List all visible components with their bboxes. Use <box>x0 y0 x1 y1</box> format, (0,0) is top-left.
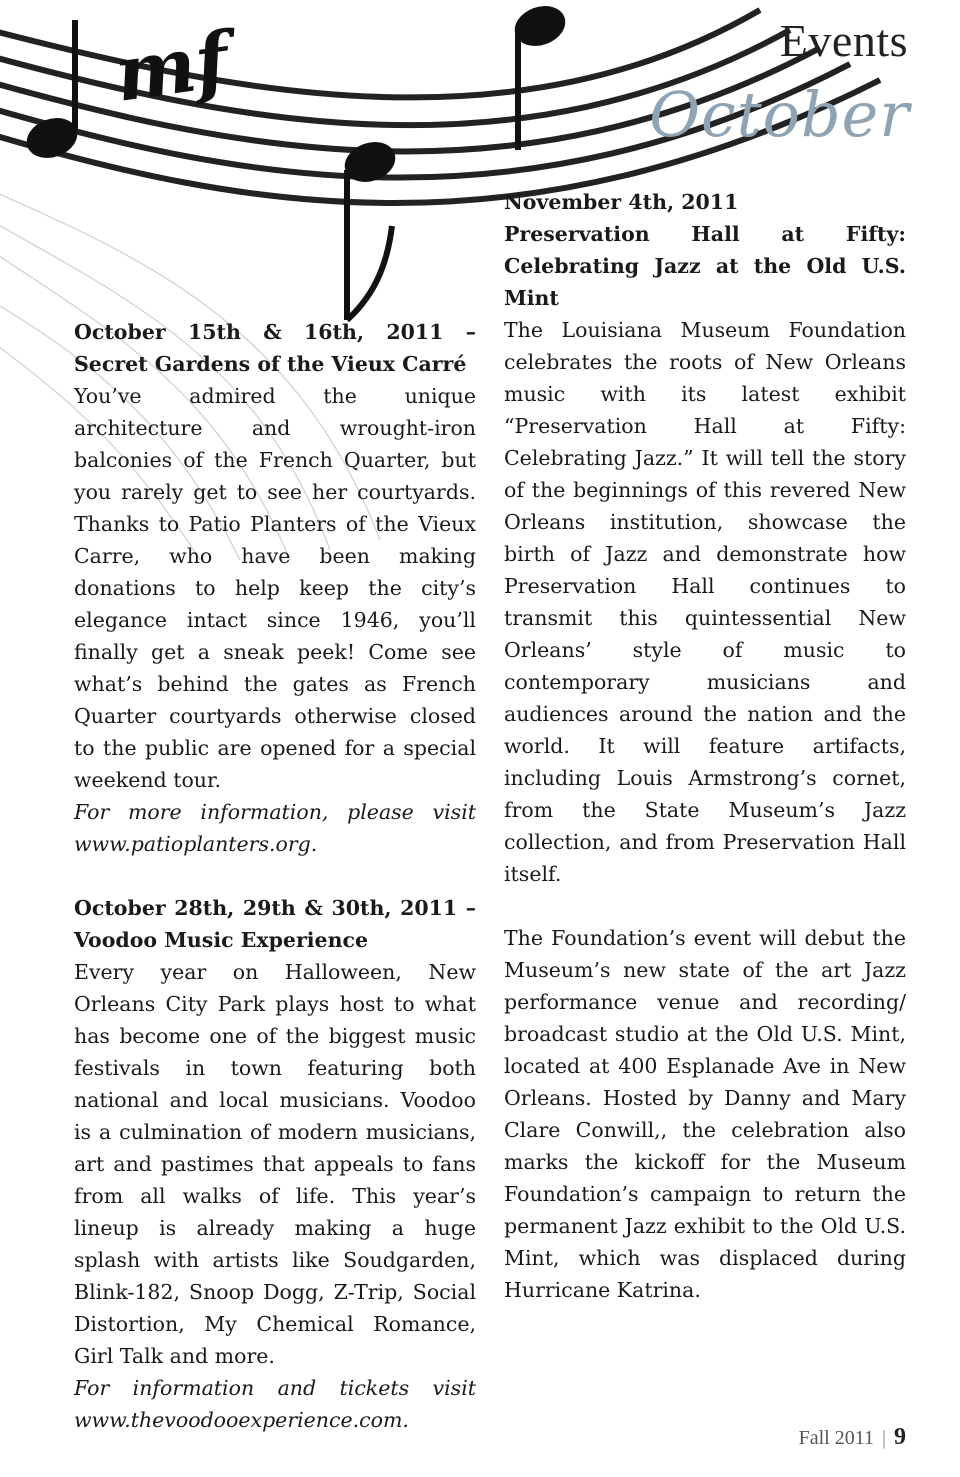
dynamic-mark: mf <box>109 14 234 119</box>
event-title: October 15th & 16th, 2011 – Secret Gardens of the Vieux Carré <box>74 320 476 376</box>
event-date: November 4th, 2011 <box>504 190 739 214</box>
event-secret-gardens <box>74 316 476 860</box>
event-more-info: For more information, please visit www.patioplanters.org. <box>74 800 476 856</box>
event-description: The Louisiana Museum Foundation celebrates the roots of New Orleans music with its latest exhibit “Preservation Hall at Fifty: Celebrating Jazz.” It will tell the story of the beginnings of this revered New Orleans institution, showcase the birth of Jazz and demonstrate how Preservation Hall continues to transmit this quintessential New Orleans’ style of music to contemporary musicians and audiences around the nation and the world. It will feature artifacts, including Louis Armstrong’s cornet, from the State Museum’s Jazz collection, and from Preservation Hall itself. <box>504 318 906 886</box>
event-description: You’ve admired the unique architecture and wrought-iron balconies of the French Quarter, but you rarely get to see her courtyards. Thanks to Patio Planters of the Vieux Carre, who have been making donations to help keep the city’s elegance intact since 1946, you’ll finally get a sneak peek! Come see what’s behind the gates as French Quarter courtyards otherwise closed to the public are opened for a special weekend tour. <box>74 384 476 792</box>
page-number: 9 <box>894 1424 906 1450</box>
event-description: Every year on Halloween, New Orleans City Park plays host to what has become one of the biggest music festivals in town featuring both national and local musicians. Voodoo is a culmination of modern musicians, art and pastimes that appeals to fans from all walks of life. This year’s lineup is already making a huge splash with artists like Soudgarden, Blink-182, Snoop Dogg, Z-Trip, Social Distortion, My Chemical Romance, Girl Talk and more. <box>74 960 476 1368</box>
left-column <box>74 316 476 1436</box>
music-note-icon <box>509 0 571 150</box>
footer-separator: | <box>881 1427 886 1449</box>
month-title: October <box>649 78 910 151</box>
event-voodoo <box>74 892 476 1436</box>
event-title: October 28th, 29th & 30th, 2011 – Voodoo Music Experience <box>74 896 476 952</box>
section-title: Events <box>779 15 908 66</box>
event-more-info: For information and tickets visit www.thevoodooexperience.com. <box>74 1376 476 1432</box>
event-preservation-hall <box>504 186 906 1306</box>
event-title: Preservation Hall at Fifty: Celebrating Jazz at the Old U.S. Mint <box>504 222 906 310</box>
event-description-continued: The Foundation’s event will debut the Museum’s new state of the art Jazz performance venue and recording/ broadcast studio at the Old U.S. Mint, located at 400 Esplanade Ave in New Orleans. Hosted by Danny and Mary Clare Conwill,, the celebration also marks the kickoff for the Museum Foundation’s campaign to return the permanent Jazz exhibit to the Old U.S. Mint, which was displaced during Hurricane Katrina. <box>504 926 906 1302</box>
page-footer <box>799 1424 906 1451</box>
right-column <box>504 186 906 1306</box>
issue-label: Fall 2011 <box>798 1427 874 1449</box>
music-note-icon <box>339 135 401 320</box>
